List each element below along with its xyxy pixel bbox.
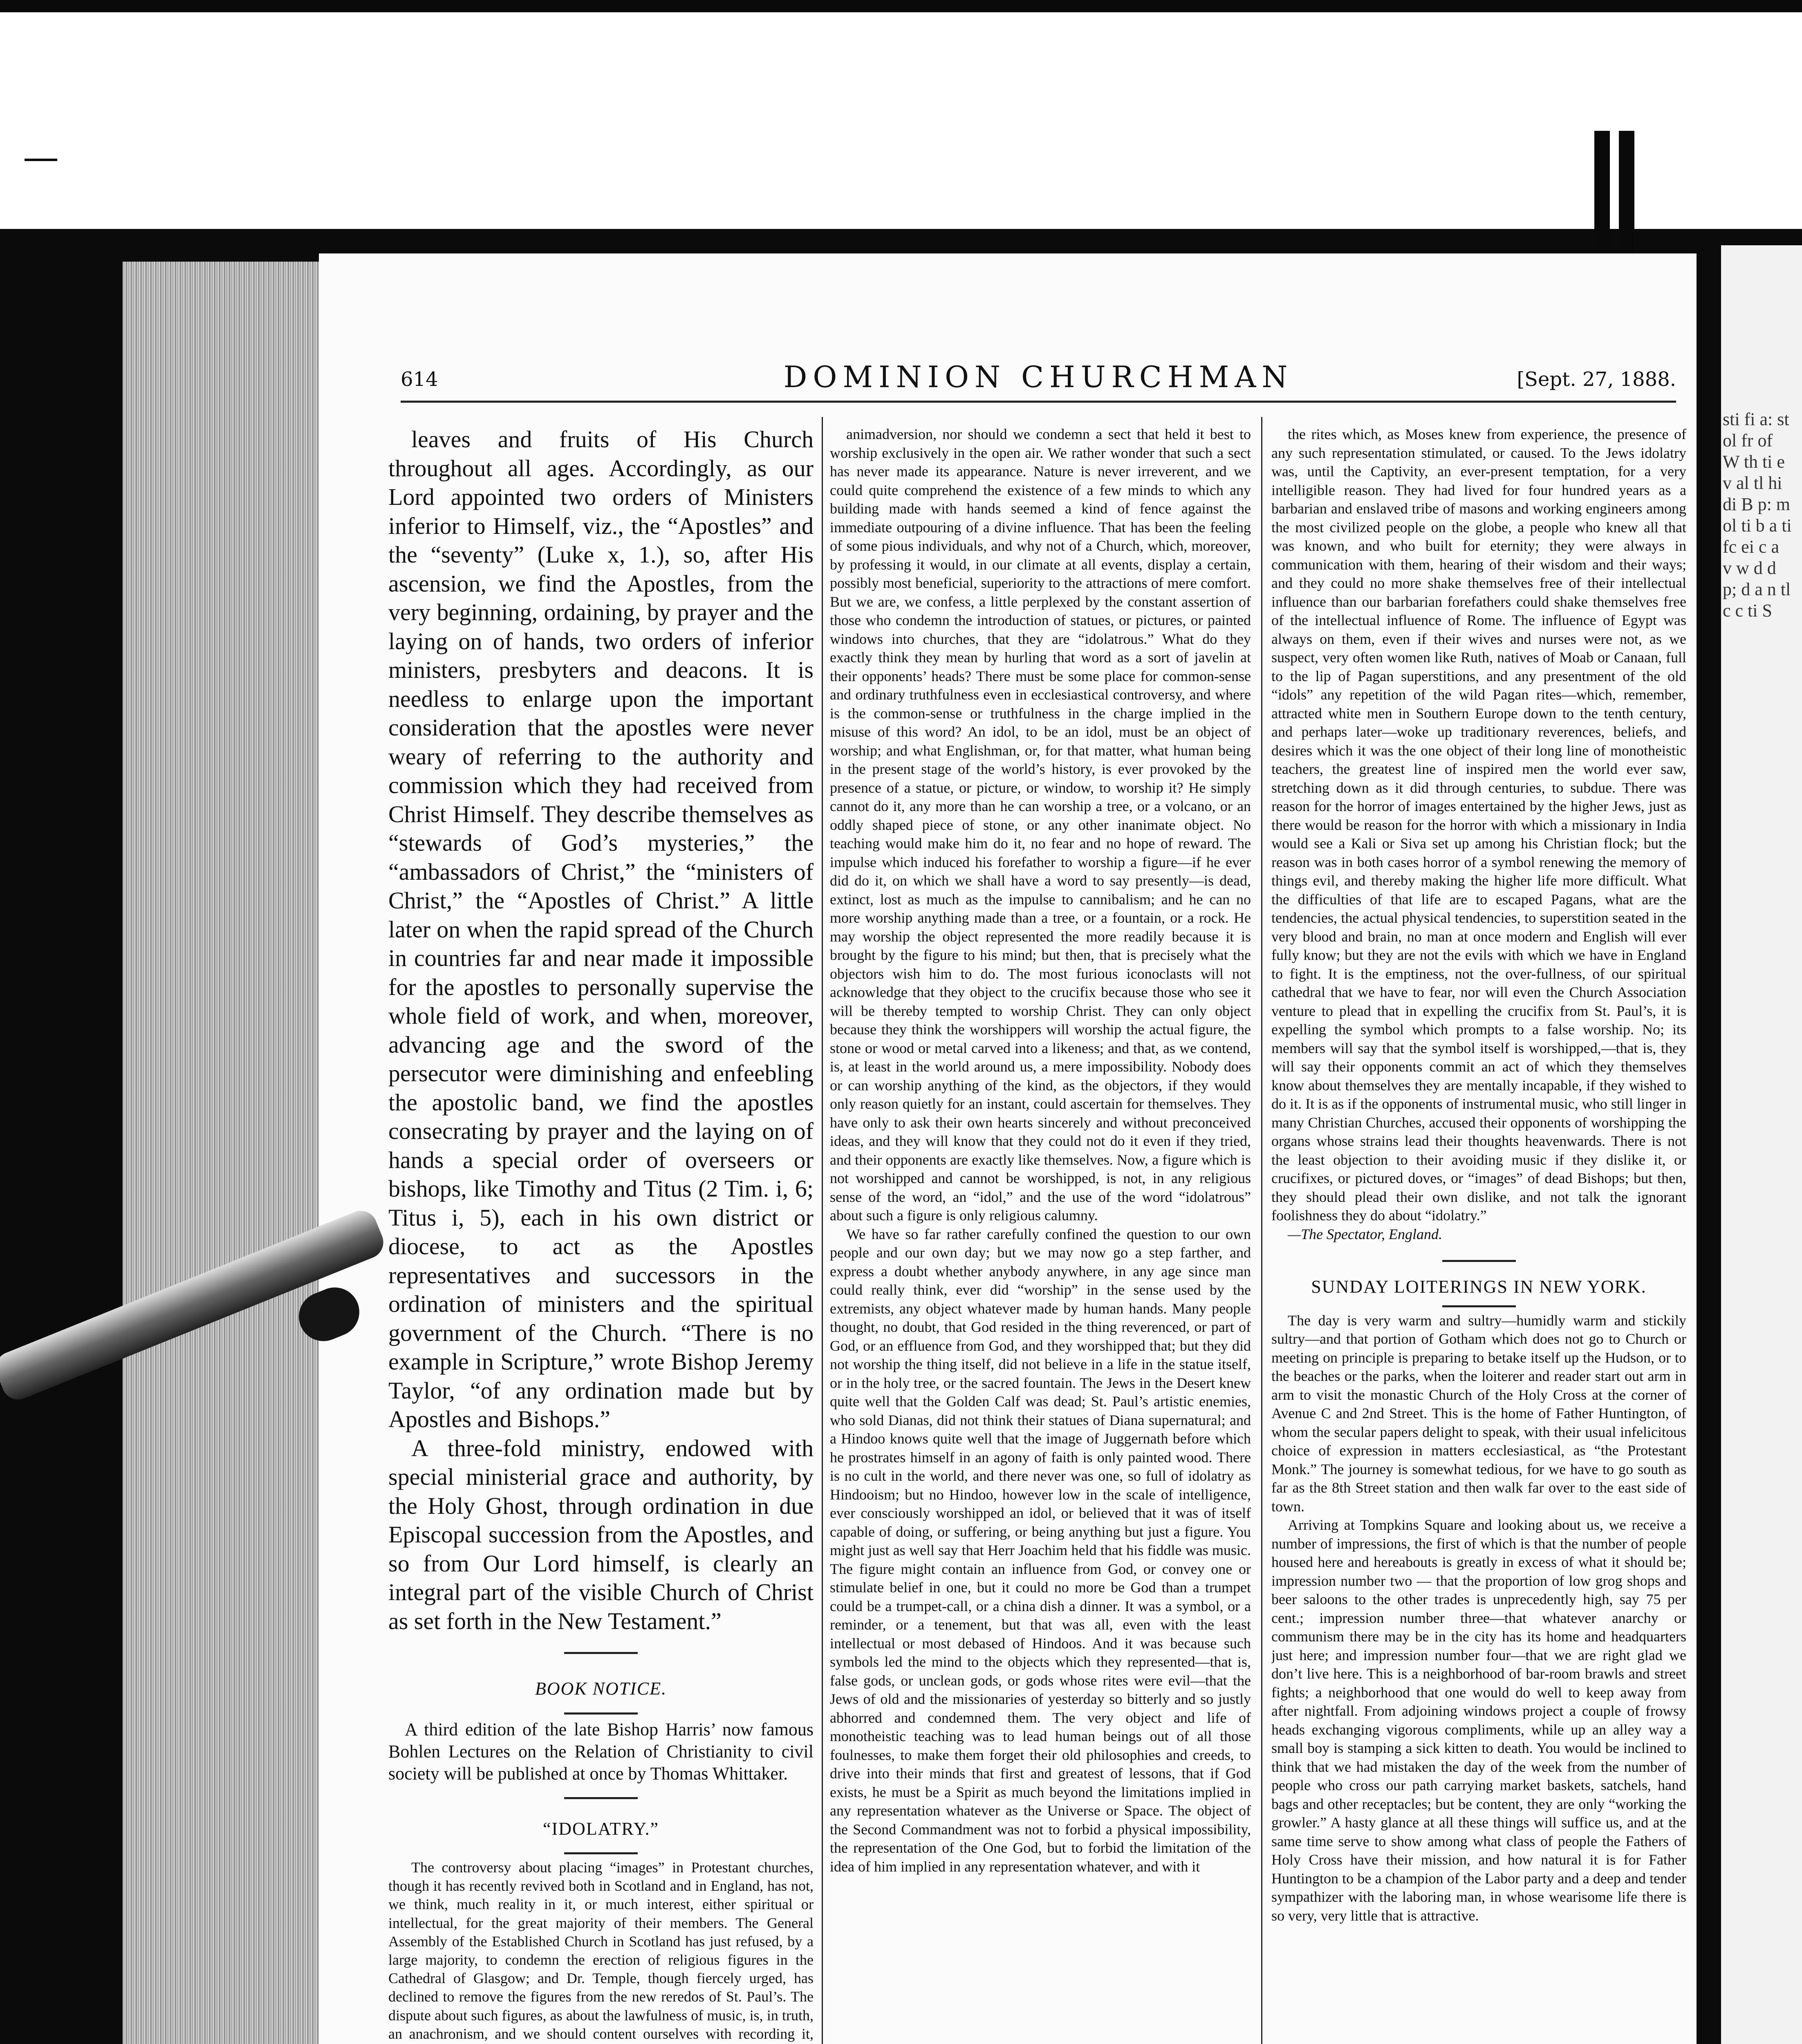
page-header xyxy=(401,360,1676,397)
publication-title: DOMINION CHURCHMAN xyxy=(783,360,1293,394)
adjacent-page-fragments: sti fi a: st ol fr of W th ti ev al tl hi di B p: m ol ti b a ti fc ei c a v w d d p; d a n tl c c ti S xyxy=(1723,409,1792,621)
section-rule xyxy=(564,1797,638,1799)
ministry-paragraph-1: leaves and fruits of His Church throughout all ages. Accordingly, as our Lord appointed two orders of Ministers inferior to Himself, viz., the “Apostles” and the “seventy” (Luke x, 1.), so, after His ascension, we find the Apostles, from the very beginning, ordaining, by prayer and the laying on of hands, two orders of inferior ministers, presbyters and deacons. It is needless to enlarge upon the important consideration that the apostles were never weary of referring to the authority and commission which they had received from Christ Himself. They describe themselves as “stewards of God’s mysteries,” the “ambassadors of Christ,” the “ministers of Christ,” the “Apostles of Christ.” A little later on when the rapid spread of the Church in countries far and near made it impossible for the apostles to personally supervise the whole field of work, and when, moreover, advancing age and the sword of the persecutor were diminishing and enfeebling the apostolic band, we find the apostles consecrating by prayer and the laying on of hands a special order of overseers or bishops, like Timothy and Titus (2 Tim. i, 6; Titus i, 5), each in his own district or diocese, to act as the Apostles representatives and successors in the ordination of ministers and the spiritual government of the Church. “There is no example in Scripture,” wrote Bishop Jeremy Taylor, “of any ordination made but by Apostles and Bishops.” xyxy=(388,426,814,1432)
registration-mark-top-1 xyxy=(1594,131,1610,266)
ministry-paragraph-2: A three-fold ministry, endowed with special ministerial grace and authority, by the Holy Ghost, through ordination in due Episcopal succession from the Apostles, and so from Our Lord himself, is clearly an integral part of the visible Church of Christ as set forth in the New Testament.” xyxy=(388,1434,814,1634)
idolatry-heading: “IDOLATRY.” xyxy=(543,1818,659,1839)
book-notice xyxy=(388,1719,814,1785)
idolatry-paragraph-1: The controversy about placing “images” in Protestant churches, though it has recently revived both in Scotland and in England, has not, we think, much reality in it, or much interest, either spiritual or intellectual, for the great majority of their members. The General Assembly of the Established Church in Scotland has just refused, by a large majority, to condemn the erection of religious figures in the Cathedral of Glasgow; and Dr. Temple, though fiercely urged, has declined to remove the figures from the new reredos of St. Paul’s. The dispute about such figures, as about the lawfulness of music, is, in truth, an anachronism, and we should content ourselves with recording it, xyxy=(388,1859,814,2042)
column-divider-1 xyxy=(822,417,823,2044)
section-rule xyxy=(564,1852,638,1854)
issue-date: [Sept. 27, 1888. xyxy=(1517,368,1676,391)
spectator-credit: —The Spectator, England. xyxy=(1288,1226,1442,1242)
column-1 xyxy=(388,425,814,2044)
newspaper-page xyxy=(319,253,1697,2044)
page-number: 614 xyxy=(401,368,438,391)
idolatry-paragraph-3: We have so far rather carefully confined the question to our own people and our own day; but we may now go a step farther, and express a doubt whether anybody anywhere, in any age since man could really think, ever did “worship” in the sense used by the extremists, any object whatever made by human hands. Many people thought, no doubt, that God resided in the thing reverenced, or part of God, or an effluence from God, and they worshipped that; but they did not worship the thing itself, did not believe in a life in the statue itself, or in the holy tree, or the sacred fountain. The Jews in the Desert knew quite well that the Golden Calf was dead; St. Paul’s artistic enemies, who sold Dianas, did not think their statues of Diana supernatural; and a Hindoo knows quite well that the image of Juggernath before which he prostrates himself in an agony of faith is only painted wood. There is no cult in the world, and there never was one, so full of idolatry as Hindooism; but no Hindoo, however low in the scale of intelligence, ever consciously worshipped an idol, or believed that it was of itself capable of doing, or suffering, or being anything but just a figure. You might just as well say that Herr Joachim held that his fiddle was music. The figure might contain an influence from God, or convey one or stimulate belief in one, but it could no more be God than a trumpet could be a trumpet-call, or a china dish a dinner. It was a symbol, or a reminder, or a tenement, but that was all, even with the least intellectual or most debased of Hindoos. And it was because such symbols led the mind to the objects which they represented—that is, false gods, or unclean gods, or gods whose rites were evil—that the Jews of old and the missionaries of yesterday so bitterly and so justly abhorred and condemned them. The very object and life of monotheistic teaching was to lead human beings out of all those foulnesses, to make them forget their old philosophies and creeds, to drive into their minds that first and greatest of lessons, that if God exists, he must be a Spirit as much beyond the limitations implied in any representation whatever as the Universe or Space. The object of the Second Commandment was not to forbid a physical impossibility, the representation of the One God, but to forbid the limitation of the idea of him implied in any representation whatever, and with it xyxy=(830,1226,1251,1875)
scan-top-edge xyxy=(0,0,1802,12)
scan-mark-left xyxy=(25,159,57,161)
section-rule xyxy=(564,1712,638,1715)
section-rule xyxy=(1442,1260,1516,1262)
sunday-paragraph-2: Arriving at Tompkins Square and looking about us, we receive a number of impressions, the first of which is that the number of people housed here and hereabouts is greatly in excess of what it should be; impression number two — that the proportion of low grog shops and beer saloons to the other trades is unprecedently high, say 75 per cent.; impression number three—that whatever anarchy or communism there may be in the city has its home and headquarters just here; and impression number four—that we are right glad we don’t live here. This is a neighborhood of bar-room brawls and street fights; a neighborhood that one would do well to keep away from after nightfall. From adjoining windows project a couple of frowsy heads exchanging vigorous compliments, while up an alley way a small boy is stamping a sick kitten to death. You would be inclined to think that we had mistaken the day of the week from the number of people who cross our path carrying market baskets, satchels, hand bags and other receptacles; but be content, they are only “working the growler.” A hasty glance at all these things will suffice us, and at the same time serve to show among what class of people the Fathers of Holy Cross have their mission, and how natural it is for Father Huntington to be a champion of the Labor party and a deep and tender sympathizer with the laboring man, in whose wearisome life there is so very, very little that is attractive. xyxy=(1271,1517,1686,1924)
column-2 xyxy=(830,425,1251,2044)
column-3 xyxy=(1271,425,1686,2044)
book-notice-text: A third edition of the late Bishop Harris’ now famous Bohlen Lectures on the Relation of Christianity to civil society will be published at once by Thomas Whittaker. xyxy=(388,1719,814,1784)
adjacent-page-strip xyxy=(1721,245,1802,2044)
page-edges xyxy=(123,262,327,2044)
section-rule xyxy=(1442,1305,1516,1307)
sunday-paragraph-1: The day is very warm and sultry—humidly warm and stickily sultry—and that portion of Gotham which does not go to Church or meeting on principle is preparing to betake itself up the Hudson, or to the beaches or the parks, when the loiterer and reader start out arm in arm to visit the monastic Church of the Holy Cross at the corner of Avenue C and 2nd Street. This is the home of Father Huntington, of whom the secular papers delight to speak, with their usual infelicitous choice of expression in matters ecclesiastical, as “the Protestant Monk.” The journey is somewhat tedious, for we have to go south as far as the 8th Street station and then walk far over to the east side of town. xyxy=(1271,1312,1686,1515)
section-rule xyxy=(564,1652,638,1654)
sunday-loiterings-heading: SUNDAY LOITERINGS IN NEW YORK. xyxy=(1311,1277,1647,1297)
idolatry-paragraph-4: the rites which, as Moses knew from experience, the presence of any such representation stimulated, or caused. To the Jews idolatry was, until the Captivity, an ever-present temptation, for a very intelligible reason. They had lived for four hundred years as a barbarian and enslaved tribe of masons and working engineers among the most civilized people on the globe, a people who knew all that was known, and who built for eternity; they were always in communication with them, hearing of their wisdom and their ways; and they could no more shake themselves free of their intellectual influence than our barbarian forefathers could shake themselves free of the intellectual influence of Rome. The influence of Egypt was always on them, even if their wives and nurses were not, as we suspect, very often women like Ruth, natives of Moab or Canaan, full to the lip of Pagan superstitions, and any presentment of the old “idols” any repetition of the wild Pagan rites—which, remember, attracted white men in Southern Europe down to the tenth century, and perhaps later—woke up traditionary reverences, beliefs, and desires which it was the one object of their long line of monotheistic teachers, the greatest line of inspired men the world ever saw, stretching down as it did through centuries, to subdue. There was reason for the horror of images entertained by the higher Jews, just as there would be reason for the horror with which a missionary in India would see a Kali or Siva set up among his Christian flock; but the reason was in both cases horror of a symbol renewing the memory of things evil, and thereby making the higher life more difficult. What the difficulties of that life are to escaped Pagans, what are the tendencies, the actual physical tendencies, to superstition seated in the very blood and brain, no man at once modern and English will ever fully know; but they are not the evils with which we have in England to fight. It is the emptiness, not the over-fullness, of our spiritual cathedral that we have to fear, nor will even the Church Association venture to plead that in expelling the crucifix from St. Paul’s, it is expelling the symbol which prompts to a false worship. No; its members will say that the symbol itself is worshipped,—that is, they will say their opponents commit an act of which they themselves know about themselves they are mentally incapable, if they wished to do it. It is as if the opponents of instrumental music, who still linger in many Christian Churches, accused their opponents of worshipping the organs whose strains lead their thoughts heavenwards. There is not the least objection to their avoiding music if they dislike it, or crucifixes, or pictured doves, or “images” of dead Bishops; but then, they should plead their own dislike, and not talk the ignorant foolishness they do about “idolatry.” xyxy=(1271,426,1686,1224)
registration-mark-top-2 xyxy=(1619,131,1634,266)
book-notice-heading: BOOK NOTICE. xyxy=(535,1679,667,1699)
idolatry-paragraph-2: animadversion, nor should we condemn a sect that held it best to worship exclusively in the open air. We rather wonder that such a sect has never made its appearance. Nature is never irreverent, and we could quite comprehend the existence of a few minds to which any building made with hands seemed a kind of fence against the immediate outpouring of a divine influence. That has been the feeling of some pious individuals, and why not of a Church, which, moreover, by professing it would, in our climate at all events, display a certain, possibly most beneficial, superiority to the attractions of mere comfort. But we are, we confess, a little perplexed by the constant assertion of those who condemn the introduction of statues, or pictures, or painted windows into churches, that they are “idolatrous.” What do they exactly think they mean by hurling that word as a sort of javelin at their opponents’ heads? There must be some place for common-sense and ordinary truthfulness even in ecclesiastical controversy, and where is the common-sense or truthfulness in the charge implied in the misuse of this word? An idol, to be an idol, must be an object of worship; and what Englishman, or, for that matter, what human being in the present stage of the world’s history, is ever provoked by the presence of a statue, or picture, or window, to worship it? He simply cannot do it, any more than he can worship a tree, or a volcano, or an oddly shaped piece of stone, or any other inanimate object. No teaching would make him do it, no fear and no hope of reward. The impulse which induced his forefather to worship a figure—if he ever did do it, on which we shall have a word to say presently—is dead, extinct, lost as much as the impulse to cannibalism; and he can no more worship anything made than a tree, or a fountain, or a rock. He may worship the object represented the more readily because it is brought by the figure to his mind; but then, that is precisely what the objectors wish him to do. The most furious iconoclasts will not acknowledge that they object to the crucifix because those who see it will be thereby tempted to worship Christ. They can only object because they think the worshippers will worship the actual figure, the stone or wood or metal carved into a likeness; and that, as we contend, is, at least in the world around us, a mere impossibility. Nobody does or can worship anything of the kind, as the objectors, if they would only reason quietly for an instant, could ascertain for themselves. They have only to ask their own hearts sincerely and without preconceived ideas, and they will know that they could not do it even if they tried, and their opponents are exactly like themselves. Now, a figure which is not worshipped and cannot be worshipped, is not, in any religious sense of the word, an “idol,” and the use of the word “idolatrous” about such a figure is only religious calumny. xyxy=(830,426,1251,1224)
column-divider-2 xyxy=(1261,417,1262,2044)
header-rule xyxy=(401,401,1676,403)
